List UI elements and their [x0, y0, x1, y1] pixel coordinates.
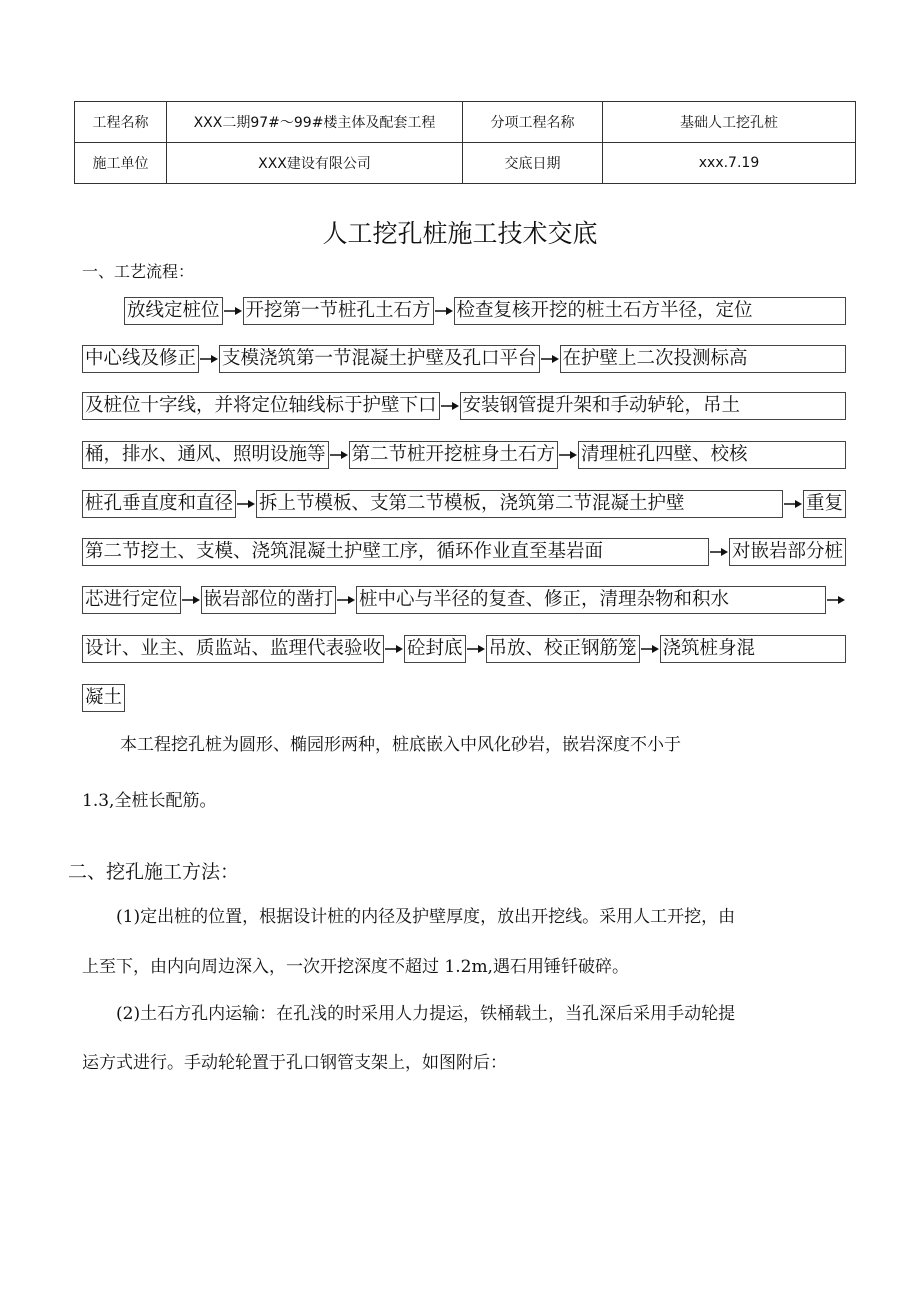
subproject-name-label: 分项工程名称	[463, 102, 603, 143]
arrow-right-icon	[466, 644, 486, 654]
arrow-right-icon	[783, 499, 803, 509]
arrow-right-icon	[236, 499, 256, 509]
arrow-right-icon	[558, 450, 578, 460]
project-info-table	[74, 101, 856, 184]
arrow-right-icon	[384, 644, 404, 654]
flow-line-8	[82, 634, 846, 664]
arrow-right-icon	[336, 595, 356, 605]
flow-step: 对嵌岩部分桩	[729, 538, 846, 566]
flow-step: 及桩位十字线，并将定位轴线标于护壁下口	[82, 392, 440, 420]
flow-step: 吊放、校正钢筋笼	[486, 635, 640, 663]
flow-step: 嵌岩部位的凿打	[201, 586, 337, 614]
arrow-right-icon	[540, 354, 560, 364]
flow-step: 砼封底	[404, 635, 466, 663]
paragraph-line: (2)土石方孔内运输：在孔浅的时采用人力提运，铁桶载土，当孔深后采用手动轮提	[116, 1004, 736, 1024]
flow-step: 桶，排水、通风、照明设施等	[82, 441, 329, 469]
flow-line-3	[82, 391, 846, 421]
flow-step: 桩中心与半径的复查、修正，清理杂物和积水	[356, 586, 826, 614]
flow-line-9	[82, 683, 846, 713]
flow-step: 安装钢管提升架和手动轳轮，吊土	[460, 392, 846, 420]
flow-line-2	[82, 344, 846, 374]
arrow-right-icon	[329, 450, 349, 460]
arrow-right-icon	[181, 595, 201, 605]
subproject-name-value: 基础人工挖孔桩	[603, 102, 856, 143]
paragraph-line: 上至下，由内向周边深入，一次开挖深度不超过 1.2m,遇石用锤钎破碎。	[82, 957, 629, 977]
flow-step: 重复	[803, 490, 846, 518]
handover-date-value: xxx.7.19	[603, 143, 856, 184]
paragraph-line: (1)定出桩的位置，根据设计桩的内径及护壁厚度，放出开挖线。采用人工开挖，由	[116, 907, 736, 927]
flow-step: 检查复核开挖的桩土石方半径，定位	[454, 297, 846, 325]
arrow-right-icon	[826, 595, 846, 605]
flow-step: 开挖第一节桩孔土石方	[243, 297, 434, 325]
flow-step: 凝土	[82, 684, 125, 712]
flow-step: 支模浇筑第一节混凝土护壁及孔口平台	[219, 345, 540, 373]
flow-line-7	[82, 585, 846, 615]
arrow-right-icon	[223, 306, 243, 316]
flow-line-5	[82, 489, 846, 519]
handover-date-label: 交底日期	[463, 143, 603, 184]
flow-step: 拆上节模板、支第二节模板，浇筑第二节混凝土护壁	[256, 490, 783, 518]
arrow-right-icon	[440, 401, 460, 411]
page-title: 人工挖孔桩施工技术交底	[322, 219, 598, 248]
flow-step: 浇筑桩身混	[660, 635, 846, 663]
section1-heading: 一、工艺流程：	[82, 262, 195, 281]
project-name-label: 工程名称	[75, 102, 167, 143]
paragraph-line: 1.3,全桩长配筋。	[82, 791, 217, 811]
project-name-value: XXX二期97#～99#楼主体及配套工程	[167, 102, 463, 143]
arrow-right-icon	[640, 644, 660, 654]
flow-step: 第二节桩开挖桩身土石方	[349, 441, 559, 469]
paragraph-line: 本工程挖孔桩为圆形、椭园形两种，桩底嵌入中风化砂岩，嵌岩深度不小于	[120, 735, 681, 755]
table-row	[75, 143, 856, 184]
flow-step: 桩孔垂直度和直径	[82, 490, 236, 518]
flow-step: 放线定桩位	[124, 297, 223, 325]
construction-unit-value: XXX建设有限公司	[167, 143, 463, 184]
flow-line-1	[124, 296, 846, 326]
flow-line-6	[82, 537, 846, 567]
flow-step: 在护壁上二次投测标高	[560, 345, 846, 373]
arrow-right-icon	[199, 354, 219, 364]
flow-line-4	[82, 440, 846, 470]
arrow-right-icon	[434, 306, 454, 316]
paragraph-line: 运方式进行。手动轮轮置于孔口钢管支架上，如图附后：	[82, 1053, 507, 1073]
flow-step: 中心线及修正	[82, 345, 199, 373]
flow-step: 芯进行定位	[82, 586, 181, 614]
arrow-right-icon	[709, 547, 729, 557]
flow-step: 清理桩孔四壁、校核	[578, 441, 846, 469]
table-row	[75, 102, 856, 143]
flow-step: 第二节挖土、支模、浇筑混凝土护壁工序，循环作业直至基岩面	[82, 538, 709, 566]
construction-unit-label: 施工单位	[75, 143, 167, 184]
section2-heading: 二、挖孔施工方法：	[68, 861, 240, 883]
flow-step: 设计、业主、质监站、监理代表验收	[82, 635, 384, 663]
